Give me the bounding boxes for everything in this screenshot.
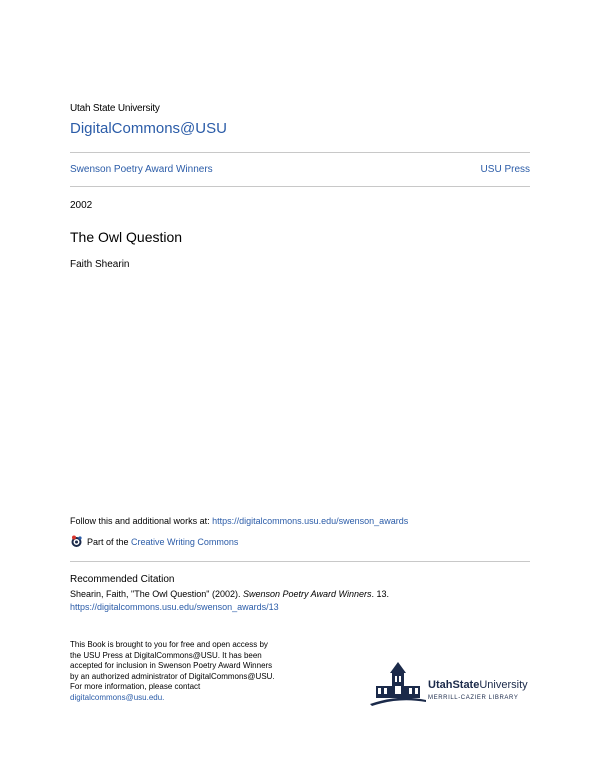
institution-name: Utah State University: [70, 103, 160, 114]
notice-line: accepted for inclusion in Swenson Poetry Award Winners: [70, 661, 273, 670]
citation-series: Swenson Poetry Award Winners: [242, 589, 372, 599]
logo-wordmark: UtahStateUniversity: [428, 679, 528, 691]
follow-url-link[interactable]: https://digitalcommons.usu.edu/swenson_awards: [212, 516, 409, 526]
access-notice: [70, 640, 310, 703]
part-of-line: [70, 535, 238, 548]
series-link[interactable]: Swenson Poetry Award Winners: [70, 164, 213, 175]
divider: [70, 152, 530, 153]
part-of-label: Part of the: [87, 536, 129, 547]
creative-writing-commons-link[interactable]: Creative Writing Commons: [131, 536, 239, 547]
follow-line: [70, 516, 408, 526]
divider: [70, 561, 530, 562]
citation-heading: Recommended Citation: [70, 574, 175, 585]
contact-email-link[interactable]: digitalcommons@usu.edu.: [70, 692, 165, 702]
notice-line: the USU Press at DigitalCommons@USU. It has been: [70, 650, 262, 660]
divider: [70, 186, 530, 187]
citation-prefix: Shearin, Faith, "The Owl Question" (2002).: [70, 589, 241, 599]
item-author: Faith Shearin: [70, 259, 130, 270]
old-main-tower-icon: [368, 660, 428, 706]
follow-label: Follow this and additional works at:: [70, 516, 210, 526]
network-commons-icon: [70, 535, 83, 548]
publication-year: 2002: [70, 200, 93, 211]
logo-subtitle: MERRILL-CAZIER LIBRARY: [428, 695, 519, 701]
citation-suffix: . 13.: [371, 589, 389, 599]
press-link[interactable]: USU Press: [480, 164, 530, 175]
item-title: The Owl Question: [70, 229, 183, 245]
citation-text: [70, 589, 389, 599]
usu-library-logo: [368, 660, 534, 706]
notice-line: This Book is brought to you for free and open access by: [70, 640, 268, 649]
notice-line: For more information, please contact: [70, 682, 201, 691]
notice-line: by an authorized administrator of DigitalCommons@USU.: [70, 671, 275, 681]
citation-url-link[interactable]: https://digitalcommons.usu.edu/swenson_awards/13: [70, 602, 279, 612]
repository-link[interactable]: DigitalCommons@USU: [70, 120, 227, 137]
